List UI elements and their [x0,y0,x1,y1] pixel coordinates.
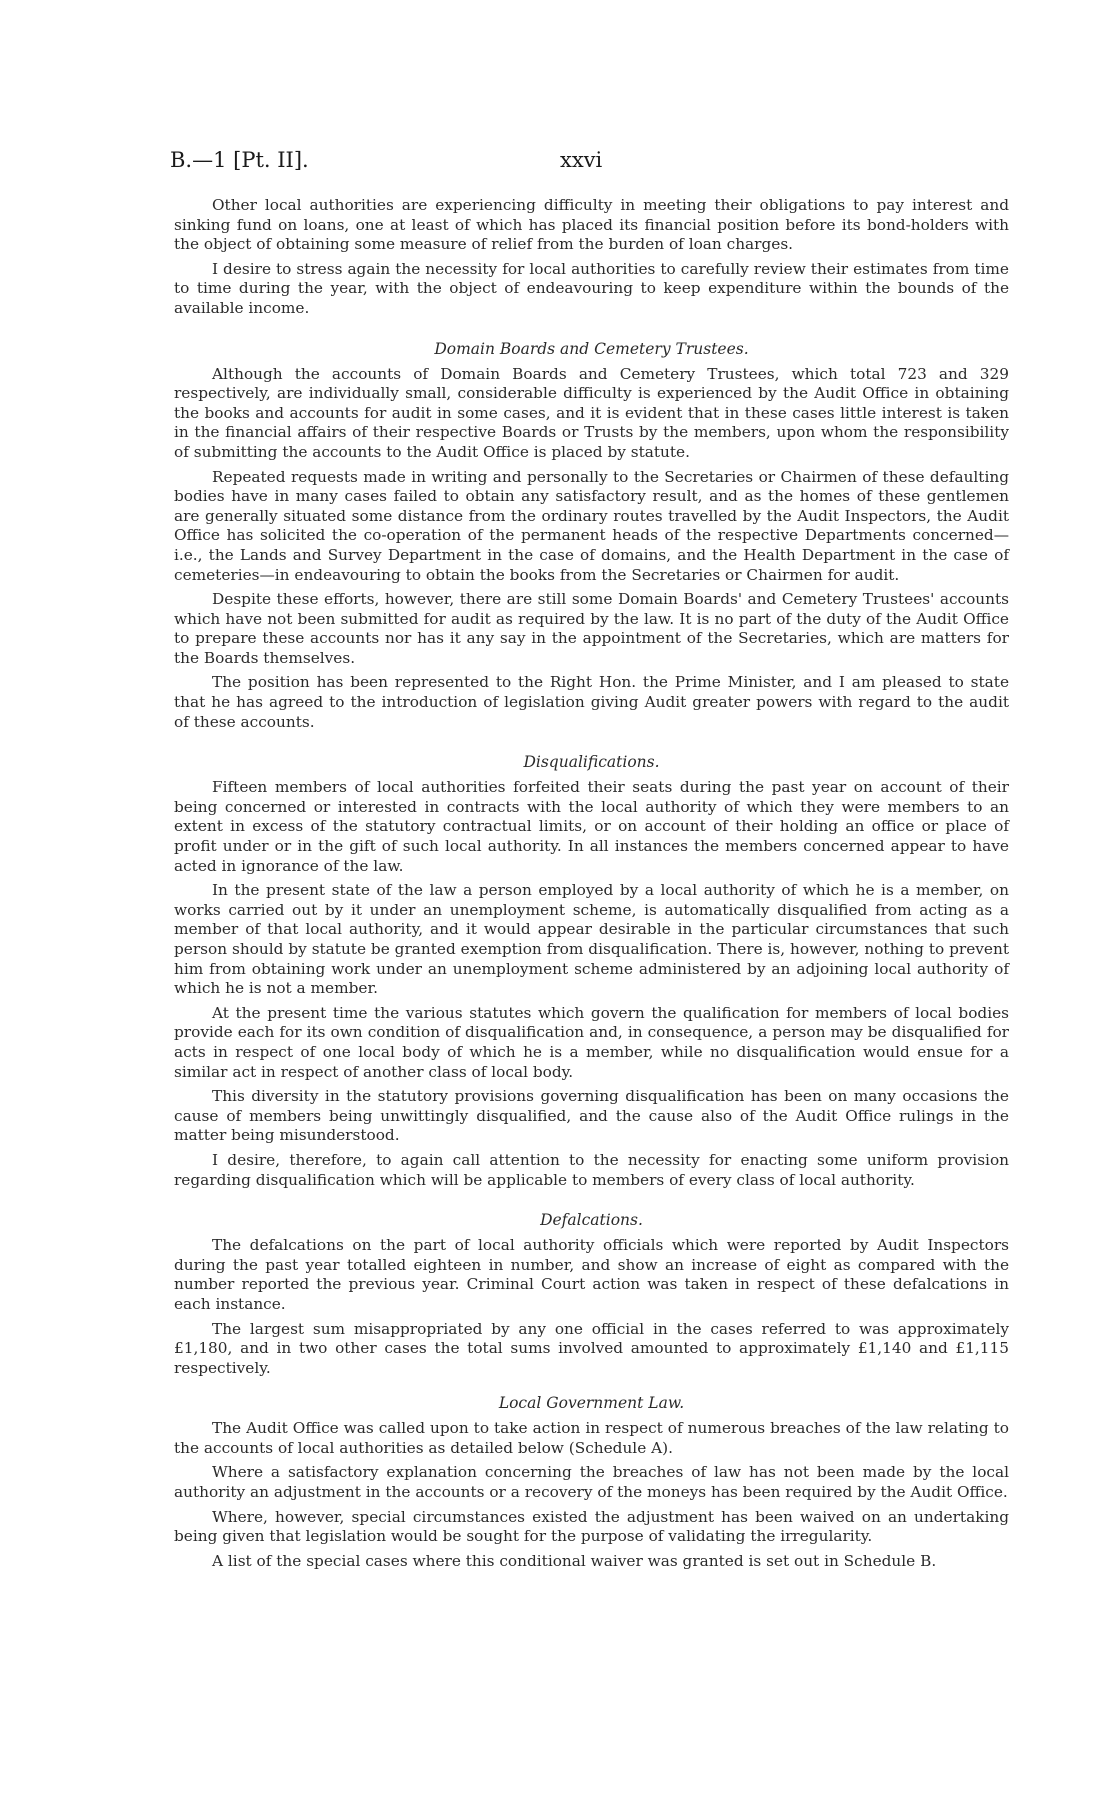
page-number: xxvi [560,148,603,172]
paragraph: At the present time the various statutes which govern the qualification for members of local bodies provide each for its own condition of disqualification and, in consequence, a person may be disqualified for acts in respect of one local body of which he is a member, while no disqualification would ensue for a similar act in respect of another class of local body. [174,1003,1009,1081]
page-header [170,148,1010,184]
paragraph: Despite these efforts, however, there are still some Domain Boards' and Cemetery Trustees' accounts which have not been submitted for audit as required by the law. It is no part of the duty of the Audit Office to prepare these accounts nor has it any say in the appointment of the Secretaries, which are matters for the Boards themselves. [174,590,1009,667]
section-heading: Local Government Law. [498,1394,685,1413]
paragraph: A list of the special cases where this conditional waiver was granted is set out in Schedule B. [212,1551,937,1570]
document-body [174,196,1009,1576]
paragraph: This diversity in the statutory provisions governing disqualification has been on many occasions the cause of members being unwittingly disqualified, and the cause also of the Audit Office rulings in the matter being misunderstood. [174,1087,1009,1145]
paragraph: Although the accounts of Domain Boards and Cemetery Trustees, which total 723 and 329 respectively, are individually small, considerable difficulty is experienced by the Audit Office in obtaining the books and accounts for audit in some cases, and it is evident that in these cases little interest is taken in the financial affairs of their respective Boards or Trusts by the members, upon whom the responsibility of submitting the accounts to the Audit Office is placed by statute. [174,364,1009,461]
section-heading: Disqualifications. [523,753,660,772]
paragraph: I desire to stress again the necessity for local authorities to carefully review their estimates from time to time during the year, with the object of endeavouring to keep expenditure within the bounds of the available income. [174,259,1009,317]
section-heading: Domain Boards and Cemetery Trustees. [434,339,749,358]
paragraph: The defalcations on the part of local authority officials which were reported by Audit Inspectors during the past year totalled eighteen in number, and show an increase of eight as compared with the number reported the previous year. Criminal Court action was taken in respect of these defalcations in each instance. [174,1236,1009,1313]
paragraph: I desire, therefore, to again call attention to the necessity for enacting some uniform provision regarding disqualification which will be applicable to members of every class of local authority. [174,1150,1009,1189]
paragraph: The position has been represented to the Right Hon. the Prime Minister, and I am pleased to state that he has agreed to the introduction of legislation giving Audit greater powers with regard to the audit of these accounts. [174,673,1009,731]
section-heading: Defalcations. [540,1211,643,1230]
paragraph: The Audit Office was called upon to take action in respect of numerous breaches of the law relating to the accounts of local authorities as detailed below (Schedule A). [174,1419,1009,1457]
document-reference: B.—1 [Pt. II]. [170,148,309,172]
paragraph: Other local authorities are experiencing difficulty in meeting their obligations to pay interest and sinking fund on loans, one at least of which has placed its financial position before its bond-holders with the object of obtaining some measure of relief from the burden of loan charges. [174,196,1009,254]
paragraph: In the present state of the law a person employed by a local authority of which he is a member, on works carried out by it under an unemployment scheme, is automatically disqualified from acting as a member of that local authority, and it would appear desirable in the particular circumstances that such person should by statute be granted exemption from disqualification. There is, however, nothing to prevent him from obtaining work under an unemployment scheme administered by an adjoining local authority of which he is not a member. [174,881,1009,998]
paragraph: The largest sum misappropriated by any one official in the cases referred to was approximately £1,180, and in two other cases the total sums involved amounted to approximately £1,140 and £1,115 respectively. [174,1319,1009,1377]
paragraph: Repeated requests made in writing and personally to the Secretaries or Chairmen of these defaulting bodies have in many cases failed to obtain any satisfactory result, and as the homes of these gentlemen are generally situated some distance from the ordinary routes travelled by the Audit Inspectors, the Audit Office has solicited the co-operation of the permanent heads of the respective Departments concerned—i.e., the Lands and Survey Department in the case of domains, and the Health Department in the case of cemeteries—in endeavouring to obtain the books from the Secretaries or Chairmen for audit. [174,467,1009,584]
paragraph: Where a satisfactory explanation concerning the breaches of law has not been made by the local authority an adjustment in the accounts or a recovery of the moneys has been required by the Audit Office. [174,1463,1009,1502]
paragraph: Where, however, special circumstances existed the adjustment has been waived on an undertaking being given that legislation would be sought for the purpose of validating the irregularity. [174,1507,1009,1546]
paragraph: Fifteen members of local authorities forfeited their seats during the past year on account of their being concerned or interested in contracts with the local authority of which they were members to an extent in excess of the statutory contractual limits, or on account of their holding an office or place of profit under or in the gift of such local authority. In all instances the members concerned appear to have acted in ignorance of the law. [174,778,1009,875]
